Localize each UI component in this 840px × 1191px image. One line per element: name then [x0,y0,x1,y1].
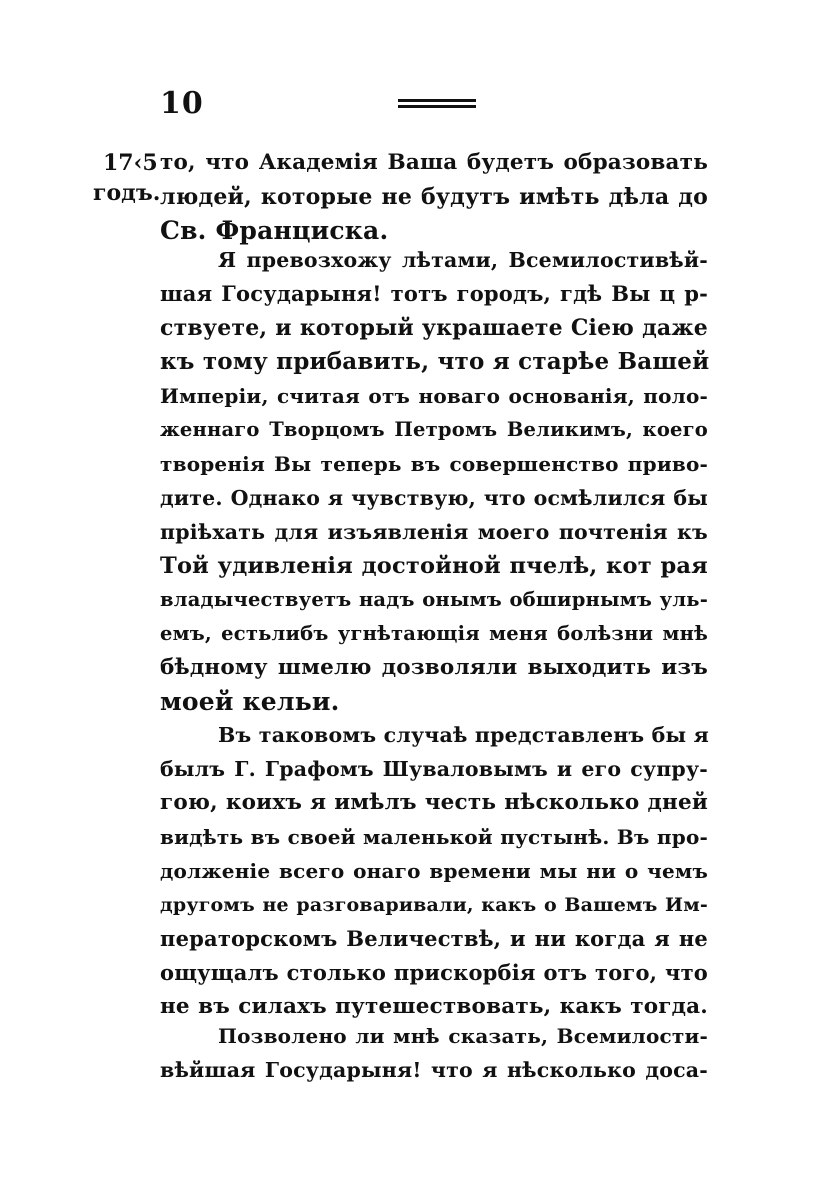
text-line: ощущалъ столько прискорбія отъ того, что [160,960,708,985]
text-line: видѣть въ своей маленькой пустынѣ. Въ про- [160,825,708,849]
text-line: не въ силахъ путешествовать, какъ тогда. [160,994,708,1019]
text-line: то, что Академія Ваша будетъ образовать [160,150,708,175]
header-rule [398,99,476,109]
text-line: прiѣхать для изъявленія моего почтенія къ [160,520,708,544]
text-line: шая Государыня! тотъ городъ, гдѣ Вы ц р- [160,281,708,306]
text-line: моей кельи. [160,687,340,716]
text-line: Имперiи, считая отъ новаго основанія, поло- [160,384,708,408]
margin-year: 17‹5 [103,150,158,176]
text-line: Позволено ли мнѣ сказать, Всемилости- [218,1024,708,1048]
text-line: Св. Франциска. [160,216,389,245]
text-line: къ тому прибавить, что я старѣе Вашей [160,348,710,375]
text-line: емъ, естьлибъ угнѣтающія меня болѣзни мнѣ [160,622,708,645]
text-line: Той удивленія достойной пчелѣ, кот рая [160,553,708,579]
text-line: ствуете, и который украшаете Сiею даже [160,315,708,341]
header-rule-bar-bottom [398,105,476,108]
text-line: дите. Однако я чувствую, что осмѣлился бы [160,486,708,510]
text-line: гою, коихъ я имѣлъ честь нѣсколько дней [160,790,708,815]
header-rule-bar-top [398,99,476,102]
text-line: ператорскомъ Величествѣ, и ни когда я не [160,926,708,951]
page-number: 10 [160,86,204,121]
text-line: Я превозхожу лѣтами, Всемилостивѣй- [218,248,708,272]
text-line: владычествуетъ надъ онымъ обширнымъ уль- [160,588,708,611]
text-line: долженіе всего онаго времени мы ни о чемъ [160,859,708,883]
text-line: бѣдному шмелю дозволяли выходить изъ [160,655,708,680]
text-line: Въ таковомъ случаѣ представленъ бы я [218,723,709,747]
text-line: вѣйшая Государыня! что я нѣсколько доса- [160,1058,708,1082]
text-line: людей, которые не будутъ имѣть дѣла до [160,184,708,210]
text-line: другомъ не разговаривали, какъ о Вашемъ Им- [160,894,708,916]
text-line: творенія Вы теперь въ совершенство приво- [160,452,708,476]
margin-label: годъ. [93,180,161,206]
text-line: женнаго Творцомъ Петромъ Великимъ, коего [160,418,708,441]
text-line: былъ Г. Графомъ Шуваловымъ и его супру- [160,757,708,781]
